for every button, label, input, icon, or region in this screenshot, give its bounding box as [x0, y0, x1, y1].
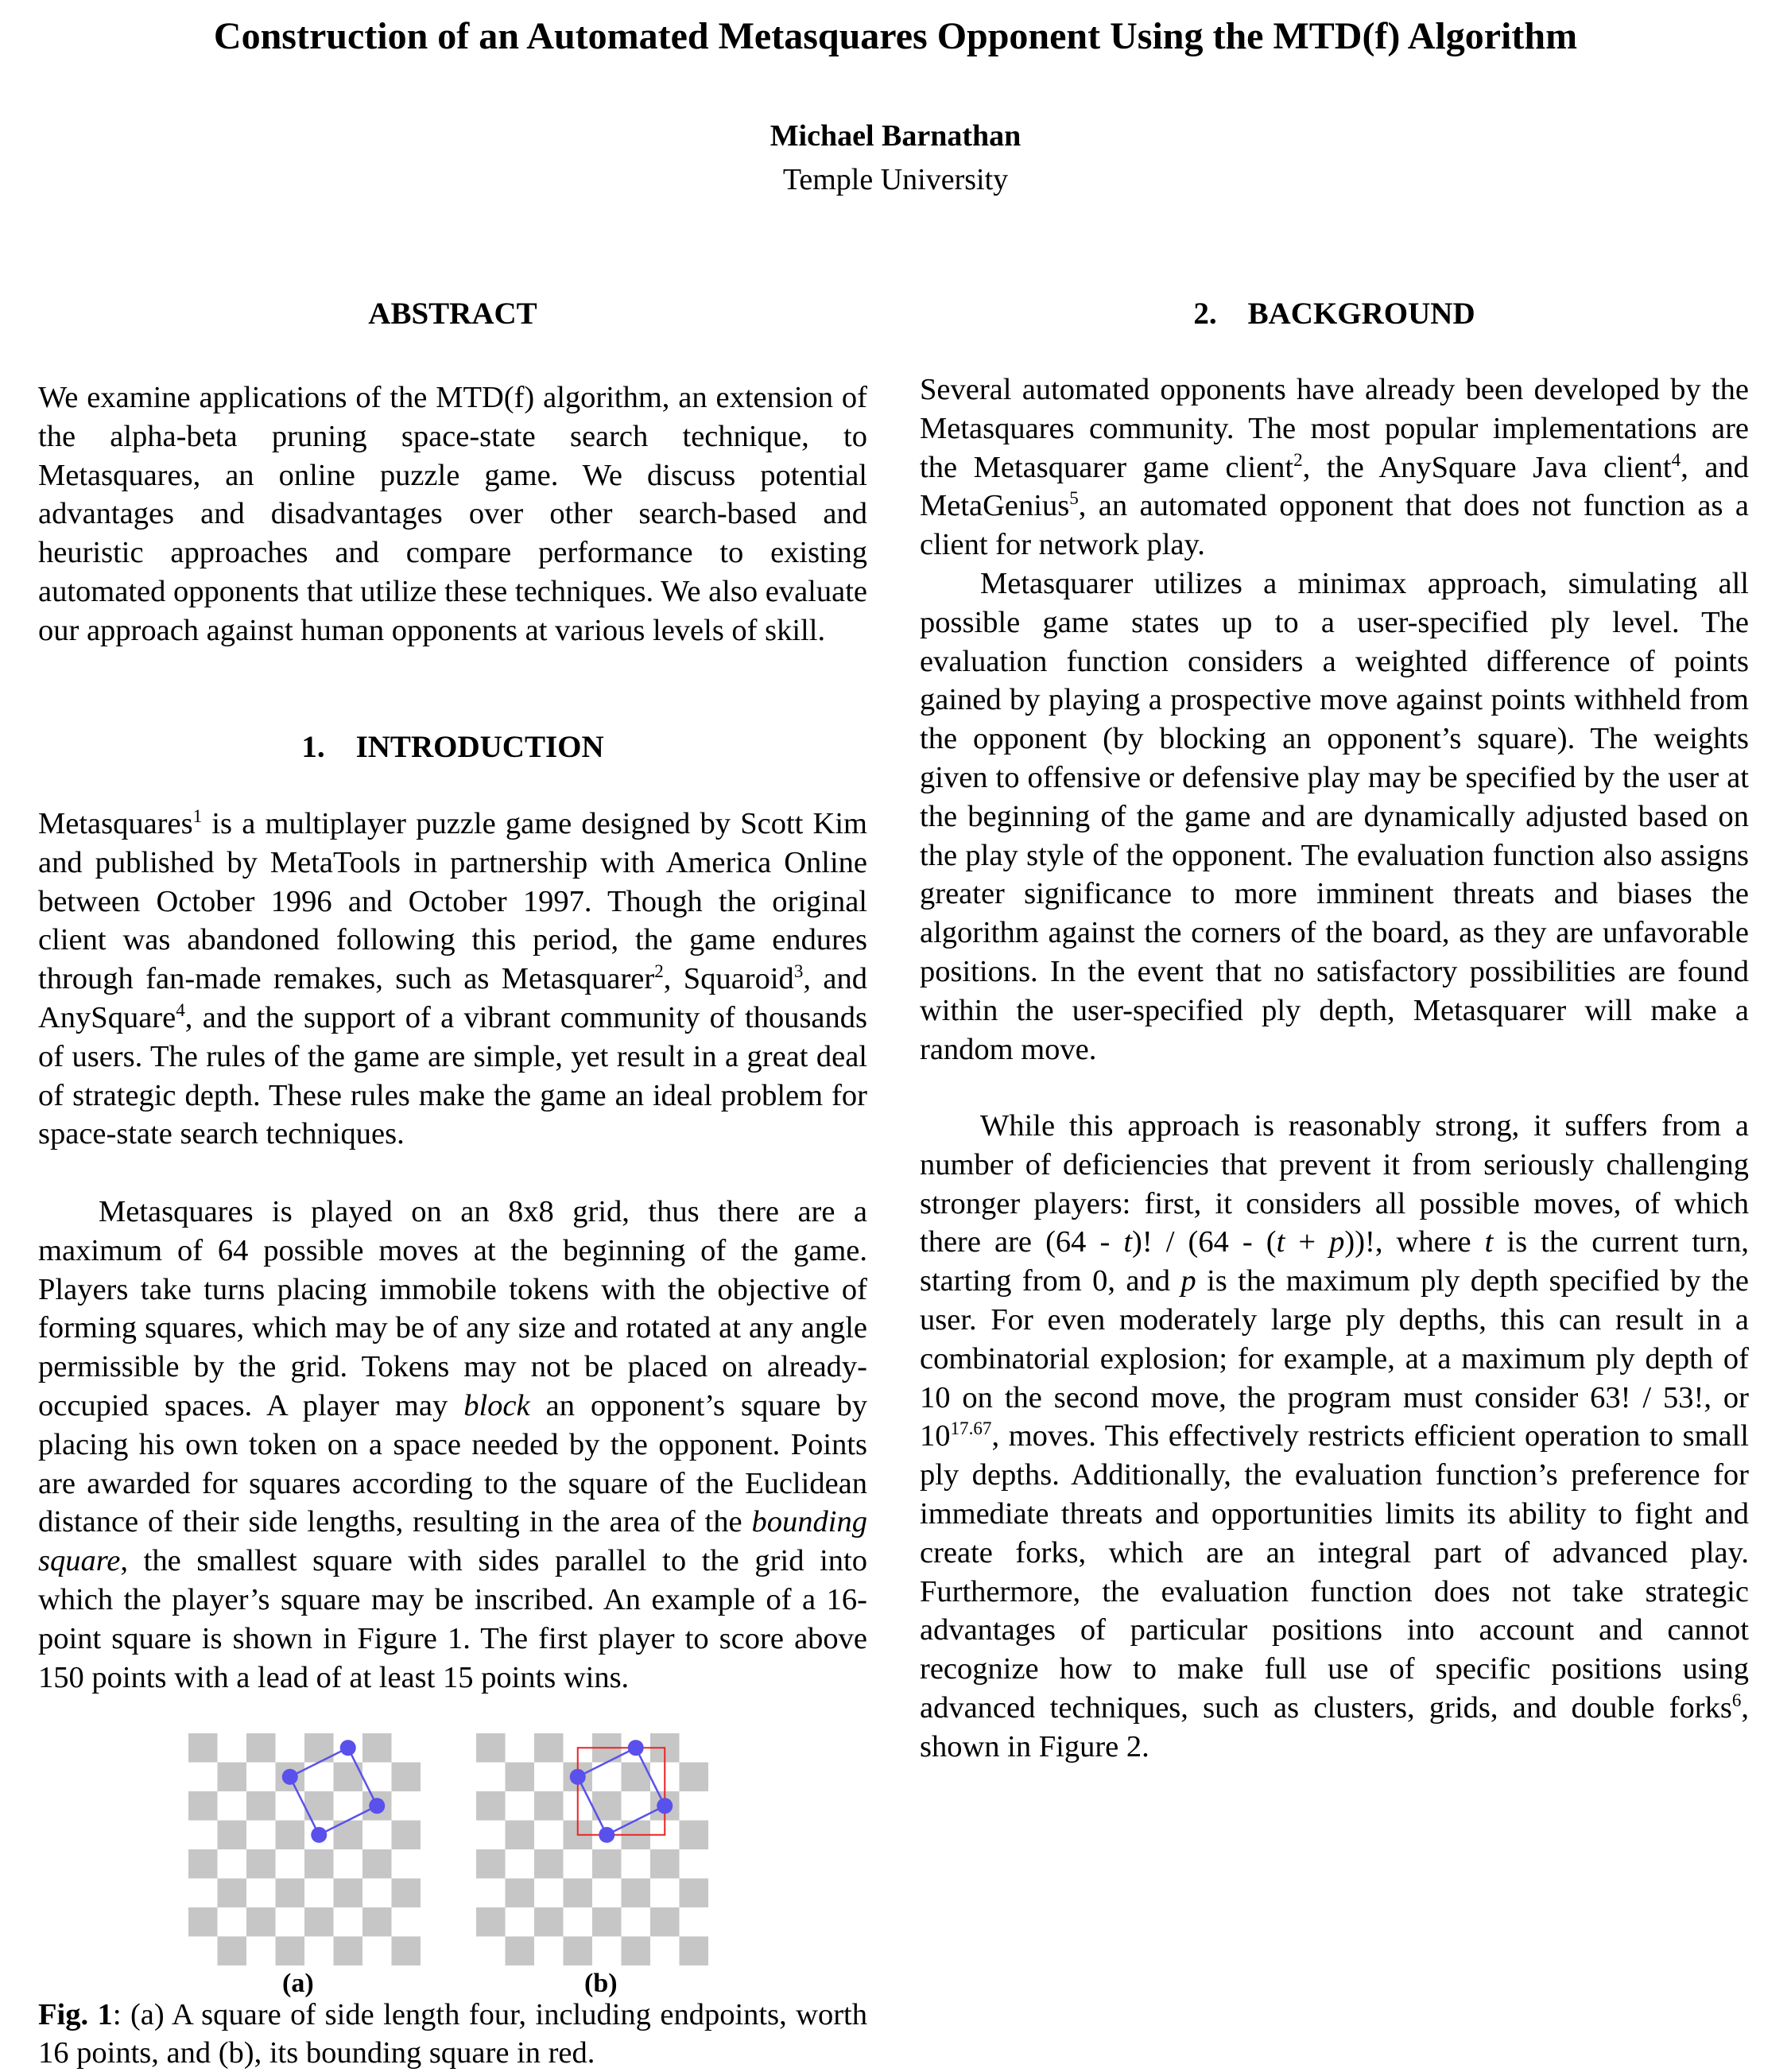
- board-cell: [680, 1763, 709, 1792]
- board-cell: [476, 1733, 506, 1763]
- figure-1a-board: [188, 1733, 421, 1965]
- board-cell: [592, 1907, 622, 1937]
- token: [657, 1798, 673, 1814]
- board-cell: [362, 1849, 392, 1879]
- introduction-paragraph-1: Metasquares$^1$ is a multiplayer puzzle game designed by Scott Kim and published by MetaTools in partnership with America Online between October 1996 and October 1997. Though the original client was abandoned following this period, the game endures through fan-made remakes, such as Metasquarer$^2$, Squaroid$^3$, and AnySquare$^4$, and the support of a vibrant community of thousands of users. The rules of the game are simple, yet result in a great deal of strategic depth. These rules make the game an ideal problem for space-state search techniques.: [38, 805, 867, 1151]
- board-cell: [506, 1937, 535, 1966]
- token: [628, 1740, 644, 1756]
- figure-1b-board: [476, 1733, 708, 1965]
- token: [282, 1769, 298, 1785]
- figure-1-caption: Fig. 1: (a) A square of side length four, including endpoints, worth 16 points, and (b), its bounding square in red.: [38, 1998, 868, 2070]
- board-cell: [506, 1763, 535, 1792]
- board-cell: [592, 1849, 622, 1879]
- board-cell: [218, 1763, 247, 1792]
- board-cell: [392, 1879, 421, 1908]
- token: [599, 1827, 614, 1843]
- board-cell: [534, 1733, 564, 1763]
- board-cell: [362, 1907, 392, 1937]
- board-cell: [680, 1937, 709, 1966]
- token: [369, 1798, 385, 1814]
- board-cell: [362, 1733, 392, 1763]
- board-cell: [392, 1937, 421, 1966]
- board-cell: [650, 1907, 680, 1937]
- figure-1a-label: (a): [282, 1969, 314, 1998]
- board-cell: [276, 1937, 305, 1966]
- token: [570, 1769, 586, 1785]
- paper-title: Construction of an Automated Metasquares Opponent Using the MTD(f) Algorithm: [213, 15, 1578, 57]
- board-cell: [218, 1879, 247, 1908]
- board-cell: [246, 1733, 276, 1763]
- board-cell: [188, 1791, 218, 1821]
- board-cell: [506, 1821, 535, 1850]
- board-cell: [506, 1879, 535, 1908]
- board-cell: [622, 1879, 651, 1908]
- introduction-paragraph-2: Metasquares is played on an 8x8 grid, thus there are a maximum of 64 possible moves at the beginning of the game. Players take turns placing immobile tokens with the objective of forming squares, which may be of any size and rotated at any angle permissible by the grid. Tokens may not be placed on already-occupied spaces. A player may block an opponent’s square by placing his own token on a space needed by the opponent. Points are awarded for squares according to the square of the Euclidean distance of their side lengths, resulting in the area of the bounding square, the smallest square with sides parallel to the grid into which the player’s square may be inscribed. An example of a 16-point square is shown in Figure 1. The first player to score above 150 points with a lead of at least 15 points wins.: [38, 1195, 867, 1694]
- board-cell: [218, 1937, 247, 1966]
- board-cell: [476, 1907, 506, 1937]
- board-cell: [188, 1733, 218, 1763]
- board-cell: [276, 1821, 305, 1850]
- board-cell: [246, 1907, 276, 1937]
- abstract-heading: ABSTRACT: [368, 297, 537, 331]
- board-cell: [188, 1849, 218, 1879]
- board-cell: [564, 1937, 593, 1966]
- board-cell: [276, 1879, 305, 1908]
- board-cell: [334, 1879, 363, 1908]
- board-cell: [304, 1907, 334, 1937]
- author-affiliation: Temple University: [782, 163, 1009, 196]
- background-paragraph-3: While this approach is reasonably strong, it suffers from a number of deficiencies that prevent it from seriously challenging stronger players: first, it considers all possible moves, of which there are (64 - t)! / (64 - (t + p))!, where t is the current turn, starting from 0, and p is the maximum ply depth specified by the user. For even moderately large ply depths, this can result in a combinatorial explosion; for example, at a maximum ply depth of 10 on the second move, the program must consider 63! / 53!, or $10^{17.67}$, moves. This effectively restricts efficient operation to small ply depths. Additionally, the evaluation function’s preference for immediate threats and opportunities limits its ability to fight and create forks, which are an integral part of advanced play. Furthermore, the evaluation function does not take strategic advantages of particular positions into account and cannot recognize how to make full use of specific positions using advanced techniques, such as clusters, grids, and double forks$^6$, shown in Figure 2.: [920, 1109, 1749, 1764]
- board-cell: [534, 1907, 564, 1937]
- board-cell: [680, 1879, 709, 1908]
- board-cell: [188, 1907, 218, 1937]
- background-paragraph-1: Several automated opponents have already been developed by the Metasquares community. The most popular implementations are the Metasquarer game client$^2$, the AnySquare Java client$^4$, and MetaGenius$^5$, an automated opponent that does not function as a client for network play.: [920, 373, 1749, 562]
- board-cell: [334, 1937, 363, 1966]
- author-name: Michael Barnathan: [770, 119, 1021, 153]
- board-cell: [392, 1763, 421, 1792]
- board-cell: [650, 1849, 680, 1879]
- board-cell: [680, 1821, 709, 1850]
- board-cell: [534, 1791, 564, 1821]
- board-cell: [246, 1849, 276, 1879]
- background-heading: 2. BACKGROUND: [1193, 297, 1475, 331]
- board-cell: [476, 1849, 506, 1879]
- introduction-heading: 1. INTRODUCTION: [301, 730, 604, 764]
- figure-1: [188, 1733, 713, 1972]
- board-cell: [392, 1821, 421, 1850]
- token: [340, 1740, 356, 1756]
- board-cell: [564, 1879, 593, 1908]
- board-cell: [534, 1849, 564, 1879]
- figure-1b-label: (b): [584, 1969, 618, 1998]
- abstract-text: We examine applications of the MTD(f) algorithm, an extension of the alpha-beta pruning space-state search technique, to Metasquares, an online puzzle game. We discuss potential advantages and disadvantages over other search-based and heuristic approaches and compare performance to existing automated opponents that utilize these techniques. We also evaluate our approach against human opponents at various levels of skill.: [38, 381, 867, 647]
- board-cell: [218, 1821, 247, 1850]
- board-cell: [622, 1937, 651, 1966]
- background-paragraph-2: Metasquarer utilizes a minimax approach, simulating all possible game states up to a user-specified ply level. The evaluation function considers a weighted difference of points gained by playing a prospective move against points withheld from the opponent (by blocking an opponent’s square). The weights given to offensive or defensive play may be specified by the user at the beginning of the game and are dynamically adjusted based on the play style of the opponent. The evaluation function also assigns greater significance to more imminent threats and biases the algorithm against the corners of the board, as they are unfavorable positions. In the event that no satisfactory possibilities are found within the user-specified ply depth, Metasquarer will make a random move.: [920, 567, 1749, 1066]
- board-cell: [476, 1791, 506, 1821]
- token: [311, 1827, 327, 1843]
- board-cell: [246, 1791, 276, 1821]
- board-cell: [304, 1849, 334, 1879]
